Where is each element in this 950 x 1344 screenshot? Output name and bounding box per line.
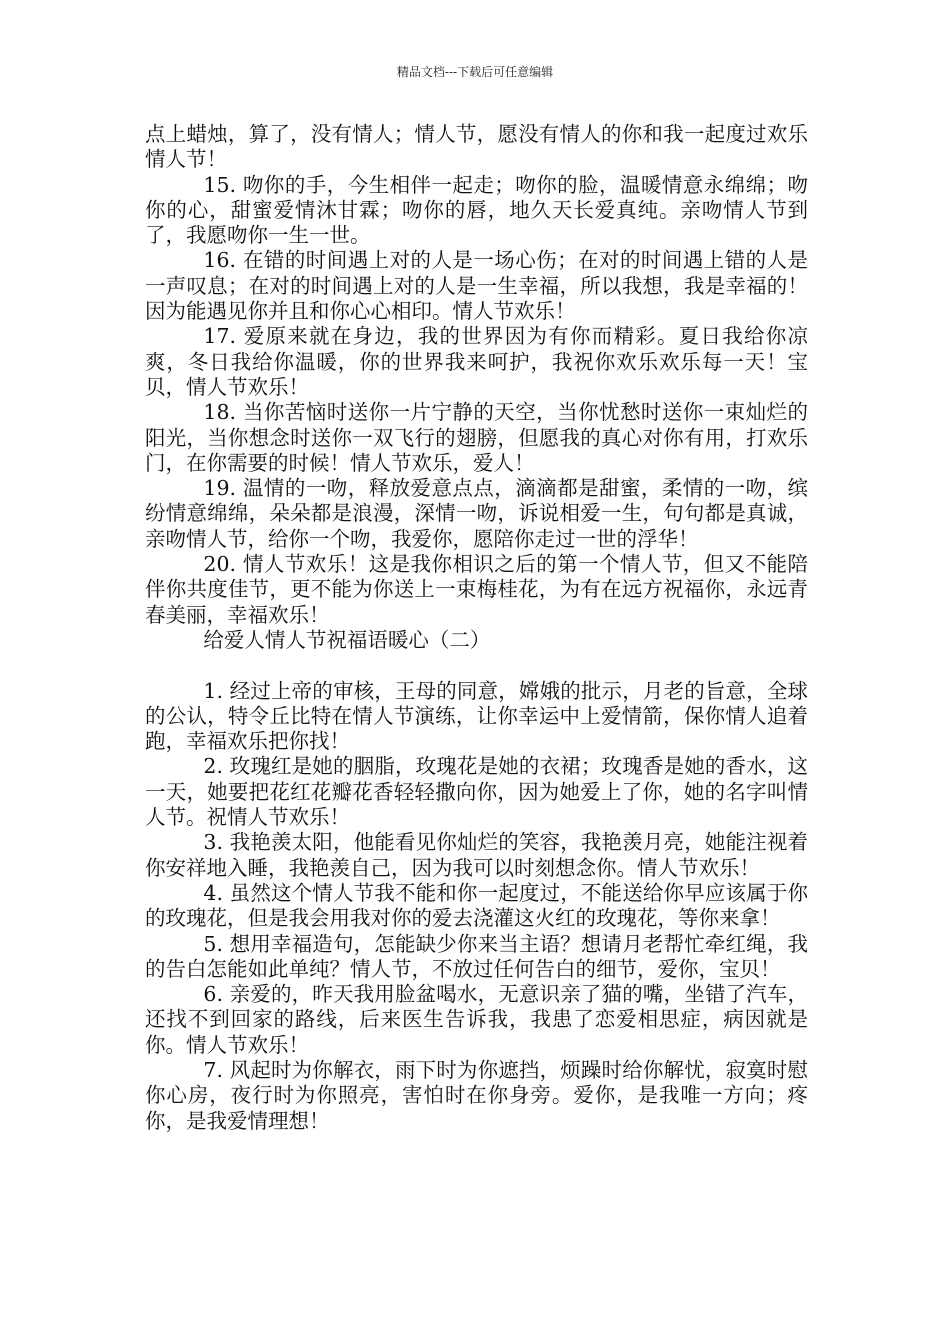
blank-line [145, 653, 808, 678]
section-heading: 给爱人情人节祝福语暖心（二） [203, 627, 491, 652]
list-item: 17. 爱原来就在身边，我的世界因为有你而精彩。夏日我给你凉爽，冬日我给你温暖，你的世界我来呵护，我祝你欢乐欢乐每一天！宝贝，情人节欢乐！ [145, 324, 808, 399]
lead-paragraph: 点上蜡烛，算了，没有情人；情人节，愿没有情人的你和我一起度过欢乐情人节！ [145, 122, 808, 172]
list-item: 15. 吻你的手，今生相伴一起走；吻你的脸，温暖情意永绵绵；吻你的心，甜蜜爱情沐甘霖；吻你的唇，地久天长爱真纯。亲吻情人节到了，我愿吻你一生一世。 [145, 172, 808, 248]
page-header: 精品文档---下载后可任意编辑 [396, 65, 554, 79]
list-item: 20. 情人节欢乐！这是我你相识之后的第一个情人节，但又不能陪伴你共度佳节，更不能为你送上一束梅桂花，为有在远方祝福你，永远青春美丽，幸福欢乐！ [145, 552, 808, 627]
list-item: 19. 温情的一吻，释放爱意点点，滴滴都是甜蜜，柔情的一吻，缤纷情意绵绵，朵朵都是浪漫，深情一吻，诉说相爱一生，句句都是真诚，亲吻情人节，给你一个吻，我爱你，愿陪你走过一世的浮华！ [145, 476, 808, 551]
list-item: 4. 虽然这个情人节我不能和你一起度过，不能送给你早应该属于你的玫瑰花，但是我会用我对你的爱去浇灌这火红的玫瑰花，等你来拿！ [145, 880, 808, 931]
list-item: 7. 风起时为你解衣，雨下时为你遮挡，烦躁时给你解忧，寂寞时慰你心房，夜行时为你照亮，害怕时在你身旁。爱你，是我唯一方向；疼你，是我爱情理想！ [145, 1057, 808, 1133]
document-body [145, 122, 808, 1134]
list-item: 16. 在错的时间遇上对的人是一场心伤；在对的时间遇上错的人是一声叹息；在对的时间遇上对的人是一生幸福，所以我想，我是幸福的！因为能遇见你并且和你心心相印。情人节欢乐！ [145, 248, 808, 324]
list-item: 3. 我艳羡太阳，他能看见你灿烂的笑容，我艳羡月亮，她能注视着你安祥地入睡，我艳羡自己，因为我可以时刻想念你。情人节欢乐！ [145, 830, 808, 880]
list-item: 5. 想用幸福造句，怎能缺少你来当主语？想请月老帮忙牵红绳，我的告白怎能如此单纯？情人节，不放过任何告白的细节，爱你，宝贝！ [145, 931, 808, 981]
list-item: 18. 当你苦恼时送你一片宁静的天空，当你忧愁时送你一束灿烂的阳光，当你想念时送你一双飞行的翅膀，但愿我的真心对你有用，打欢乐门，在你需要的时候！情人节欢乐，爱人！ [145, 400, 808, 475]
list-item: 6. 亲爱的，昨天我用脸盆喝水，无意识亲了猫的嘴，坐错了汽车，还找不到回家的路线，后来医生告诉我，我患了恋爱相思症，病因就是你。情人节欢乐！ [145, 982, 808, 1057]
list-item: 1. 经过上帝的审核，王母的同意，嫦娥的批示，月老的旨意，全球的公认，特令丘比特在情人节演练，让你幸运中上爱情箭，保你情人追着跑，幸福欢乐把你找！ [145, 678, 808, 754]
list-item: 2. 玫瑰红是她的胭脂，玫瑰花是她的衣裙；玫瑰香是她的香水，这一天，她要把花红花瓣花香轻轻撒向你，因为她爱上了你，她的名字叫情人节。祝情人节欢乐！ [145, 754, 808, 830]
